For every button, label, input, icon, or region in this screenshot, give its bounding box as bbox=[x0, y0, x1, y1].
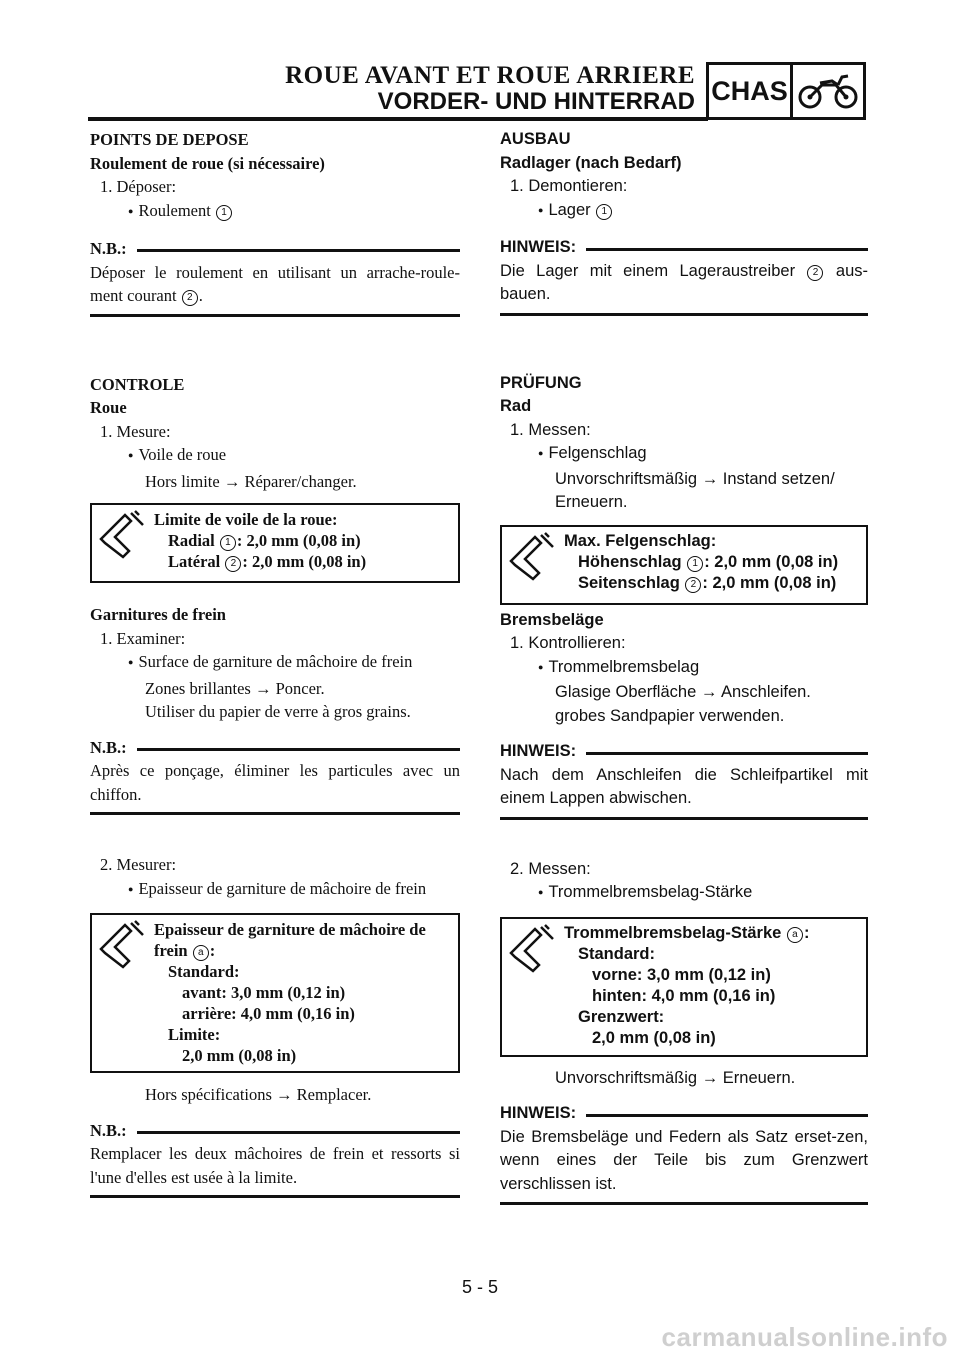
bullet-icon bbox=[128, 652, 138, 671]
header-title-fr: ROUE AVANT ET ROUE ARRIERE bbox=[285, 62, 695, 89]
spec-row: hinten: 4,0 mm (0,16 in) bbox=[592, 986, 776, 1005]
bullet-icon bbox=[128, 201, 138, 220]
bullet-icon bbox=[128, 879, 138, 898]
list-item: ● Felgenschlag bbox=[500, 442, 868, 468]
note-text: Nach dem Anschleifen die Schleifpartikel mit einem Lappen abwischen. bbox=[500, 765, 868, 807]
spec-row: Radial 1 : 2,0 mm (0,08 in) bbox=[168, 531, 361, 550]
spec-box bbox=[90, 913, 460, 1073]
action-text: Unvorschriftsmäßig → Instand setzen/ Erneuern. bbox=[555, 469, 835, 511]
spec-row: Standard: bbox=[168, 962, 240, 981]
spec-row: Latéral 2 : 2,0 mm (0,08 in) bbox=[168, 552, 367, 571]
step: 2. Mesurer: bbox=[100, 855, 177, 874]
spec-row: Höhenschlag 1 : 2,0 mm (0,08 in) bbox=[578, 552, 839, 571]
note bbox=[500, 236, 868, 316]
caliper-icon bbox=[92, 505, 150, 581]
motorcycle-icon bbox=[793, 65, 863, 117]
step: 1. Demontieren: bbox=[510, 177, 628, 195]
page-number: 5 - 5 bbox=[461, 1277, 499, 1297]
list-item: ● Roulement 1 bbox=[90, 199, 460, 226]
note bbox=[90, 736, 460, 816]
bullet-icon bbox=[128, 445, 138, 464]
caliper-icon bbox=[502, 527, 560, 603]
spec-row: arrière: 4,0 mm (0,16 in) bbox=[182, 1004, 355, 1023]
action-text: Utiliser du papier de verre à gros grains. bbox=[145, 702, 411, 721]
note bbox=[90, 1119, 460, 1199]
spec-title: Limite de voile de la roue: bbox=[154, 510, 338, 529]
section-title: AUSBAU bbox=[500, 130, 571, 148]
spec-row: Seitenschlag 2 : 2,0 mm (0,08 in) bbox=[578, 573, 837, 592]
list-item: ● Voile de roue bbox=[90, 443, 460, 470]
bullet-icon bbox=[538, 883, 548, 901]
note-label: N.B.: bbox=[90, 239, 127, 258]
action-text: Hors spécifications → Remplacer. bbox=[145, 1085, 372, 1104]
spec-row: 2,0 mm (0,08 in) bbox=[182, 1046, 297, 1065]
section-title: PRÜFUNG bbox=[500, 373, 582, 392]
subsection-title: Rad bbox=[500, 397, 532, 415]
bullet-icon bbox=[538, 444, 548, 462]
note bbox=[500, 1102, 868, 1205]
bullet-icon bbox=[538, 201, 548, 219]
step: 1. Examiner: bbox=[100, 628, 186, 648]
header-title-de: VORDER- UND HINTERRAD bbox=[377, 88, 695, 115]
list-item: ● Trommelbremsbelag bbox=[500, 656, 868, 682]
subsection-title: Garnitures de frein bbox=[90, 605, 226, 624]
note-label: HINWEIS: bbox=[500, 238, 577, 256]
list-item: ● Trommelbremsbelag-Stärke bbox=[500, 881, 868, 907]
action-text: Zones brillantes → Poncer. bbox=[145, 678, 325, 698]
step: 1. Kontrollieren: bbox=[510, 634, 626, 652]
subsection-title: Roue bbox=[90, 398, 127, 417]
spec-box bbox=[500, 917, 868, 1057]
spec-title: Max. Felgenschlag: bbox=[564, 531, 717, 550]
section-badge bbox=[706, 62, 866, 120]
german-column bbox=[500, 128, 868, 1205]
reference-marker: 1 bbox=[216, 205, 232, 221]
spec-title: Epaisseur de garniture de mâchoire de frein a : bbox=[154, 920, 426, 960]
note-label: HINWEIS: bbox=[500, 1104, 577, 1122]
watermark: carmanualsonline.info bbox=[661, 1322, 948, 1352]
caliper-icon bbox=[92, 915, 150, 1071]
note-text: Remplacer les deux mâchoires de frein et ressorts si l'une d'elles est usée à la limite. bbox=[90, 1144, 460, 1187]
section-title: CONTROLE bbox=[90, 374, 185, 394]
step: 2. Messen: bbox=[510, 859, 591, 878]
action-text: grobes Sandpapier verwenden. bbox=[555, 706, 785, 725]
action-text: Unvorschriftsmäßig → Erneuern. bbox=[555, 1068, 796, 1087]
note bbox=[500, 740, 868, 820]
spec-row: avant: 3,0 mm (0,12 in) bbox=[182, 983, 346, 1002]
spec-box bbox=[500, 525, 868, 605]
spec-title: Trommelbremsbelag-Stärke a : bbox=[564, 923, 810, 942]
section-title: POINTS DE DEPOSE bbox=[90, 130, 249, 149]
note bbox=[90, 237, 460, 317]
list-item: ● Epaisseur de garniture de mâchoire de frein bbox=[90, 877, 460, 904]
note-text: Die Bremsbeläge und Federn als Satz erset-zen, wenn eines der Teile bis zum Grenzwert verschlissen ist. bbox=[500, 1127, 868, 1193]
note-text: Après ce ponçage, éliminer les particules avec un chiffon. bbox=[90, 761, 460, 804]
spec-box bbox=[90, 503, 460, 583]
spec-row: vorne: 3,0 mm (0,12 in) bbox=[592, 965, 771, 984]
step: 1. Déposer: bbox=[100, 177, 177, 196]
subsection-title: Roulement de roue (si nécessaire) bbox=[90, 153, 325, 173]
spec-row: Standard: bbox=[578, 944, 656, 963]
note-text: Die Lager mit einem Lageraustreiber 2 aus-bauen. bbox=[500, 261, 868, 303]
note-label: N.B.: bbox=[90, 737, 127, 757]
reference-marker: 1 bbox=[596, 204, 612, 220]
subsection-title: Radlager (nach Bedarf) bbox=[500, 153, 682, 172]
step: 1. Mesure: bbox=[100, 421, 171, 441]
french-column bbox=[90, 128, 460, 1198]
action-text: Hors limite → Réparer/changer. bbox=[145, 471, 357, 491]
action-text: Glasige Oberfläche → Anschleifen. bbox=[555, 683, 811, 701]
note-label: N.B.: bbox=[90, 1120, 127, 1140]
list-item: ● Lager 1 bbox=[500, 199, 868, 225]
spec-row: 2,0 mm (0,08 in) bbox=[592, 1028, 716, 1047]
step: 1. Messen: bbox=[510, 420, 591, 439]
header-rule bbox=[88, 117, 708, 121]
spec-row: Limite: bbox=[168, 1025, 221, 1044]
section-code: CHAS bbox=[709, 65, 793, 117]
note-label: HINWEIS: bbox=[500, 742, 577, 760]
bullet-icon bbox=[538, 658, 548, 676]
spec-row: Grenzwert: bbox=[578, 1007, 665, 1026]
list-item: ● Surface de garniture de mâchoire de frein bbox=[90, 650, 460, 677]
note-text: Déposer le roulement en utilisant un arrache-roule-ment courant 2 . bbox=[90, 262, 460, 305]
subsection-title: Bremsbeläge bbox=[500, 610, 604, 629]
caliper-icon bbox=[502, 919, 560, 1055]
